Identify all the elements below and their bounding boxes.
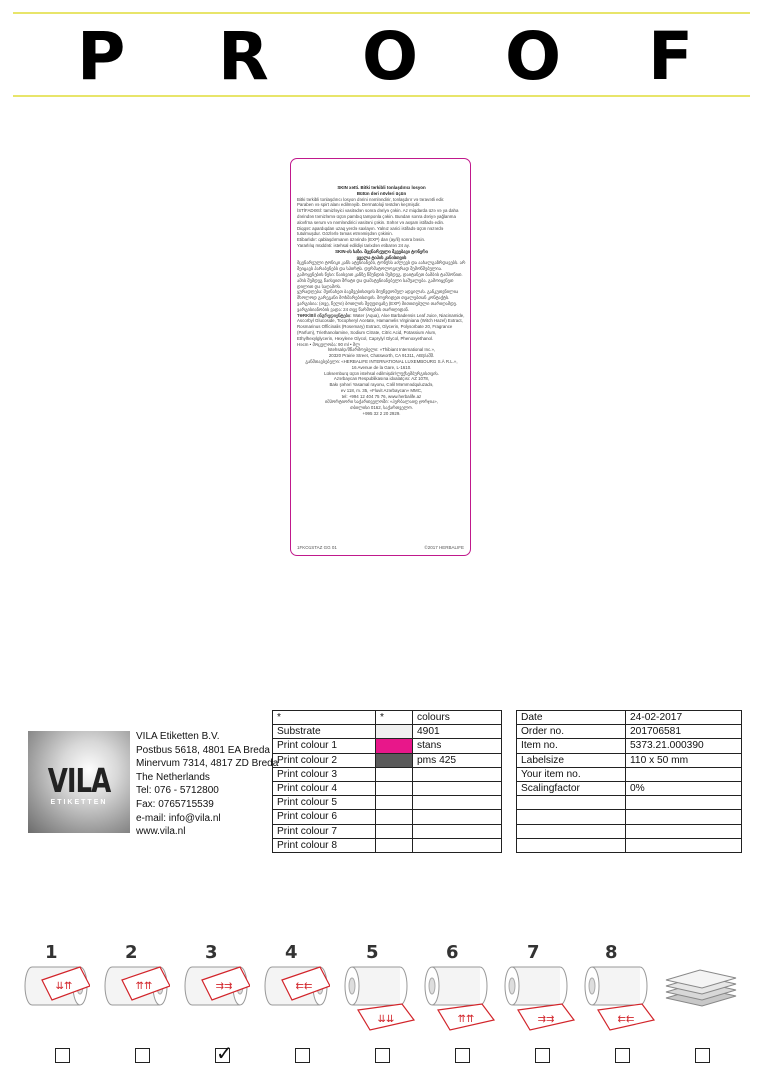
ingredients-title: TƏRKİBİ/ ინგრედიენტები: bbox=[297, 312, 352, 318]
winding-checkbox[interactable] bbox=[135, 1048, 150, 1063]
svg-text:⇊⇊: ⇊⇊ bbox=[377, 1014, 395, 1025]
winding-checkbox[interactable] bbox=[215, 1043, 233, 1065]
order-row bbox=[517, 711, 742, 725]
winding-number: 2 bbox=[125, 942, 138, 963]
address-line: Fax: 0765715539 bbox=[136, 798, 214, 810]
colour-swatch bbox=[376, 810, 413, 824]
order-value: 110 x 50 mm bbox=[626, 753, 742, 767]
header-cell: * bbox=[273, 711, 376, 725]
order-value bbox=[626, 810, 742, 824]
order-value bbox=[626, 767, 742, 781]
az-subtitle: Bütün dəri növləri üçün bbox=[356, 190, 407, 196]
roll-icon bbox=[582, 964, 656, 1034]
order-label: Order no. bbox=[517, 725, 626, 739]
order-value: 201706581 bbox=[626, 725, 742, 739]
roll-icon bbox=[422, 964, 496, 1034]
vila-logo-sub: ETIKETTEN bbox=[50, 799, 108, 806]
company-line: თბილისი 0162, საქართველო. bbox=[350, 405, 413, 411]
colour-row bbox=[273, 781, 502, 795]
ka-paragraph: ყურადღება: შეინახეთ ბავშვებისთვის მიუწვდომელ ადგილას. განკუთვნილია მხოლოდ გარეგანი მოხმარებისთვის. მოერიდეთ თვალებთან კონტაქტს. bbox=[297, 289, 459, 301]
winding-checkbox[interactable] bbox=[375, 1048, 390, 1063]
roll-icon bbox=[342, 964, 416, 1034]
colour-row bbox=[273, 824, 502, 838]
order-value bbox=[626, 824, 742, 838]
winding-number: 8 bbox=[605, 942, 618, 963]
az-paragraph: İSTİFADƏSİ: tamizləyici vasitədən sonra dəriyə çəkin. Az miqdarda üzə və ya daha dərindən təmizləmə üçün pambıq tamponla çəkin. Bundan sonra dəriyə yağlanma alovfrna serum və nəmləndirici vasitəni çəkin. Səhər və axşam istifadə edin. bbox=[297, 208, 459, 225]
check-icon: ✓ bbox=[216, 1043, 233, 1065]
vila-logo-word: VILA bbox=[47, 763, 111, 801]
colour-swatch bbox=[376, 838, 413, 852]
colour-value: 4901 bbox=[413, 725, 502, 739]
winding-checkbox[interactable] bbox=[295, 1048, 310, 1063]
address-line: VILA Etiketten B.V. bbox=[136, 731, 220, 742]
order-value bbox=[626, 796, 742, 810]
winding-number: 5 bbox=[366, 942, 379, 963]
winding-number: 1 bbox=[45, 942, 58, 963]
colour-row bbox=[273, 810, 502, 824]
colour-value bbox=[413, 824, 502, 838]
order-row bbox=[517, 725, 742, 739]
colour-row bbox=[273, 767, 502, 781]
order-label bbox=[517, 810, 626, 824]
order-label bbox=[517, 824, 626, 838]
colour-swatch bbox=[376, 796, 413, 810]
colour-value bbox=[413, 810, 502, 824]
winding-number: 4 bbox=[285, 942, 298, 963]
az-paragraph: Diqqət: apardıqdan uzaq yerdə saxlayın. Yalnız xarici istifadə üçün nəzərdə tutulmuşdur. Gözlərlə təmas etməmişdən çəkinin. bbox=[297, 225, 444, 237]
ka-title: SKIN-ის ხაზი. მცენარეული მკვებავი ტონერი bbox=[335, 248, 428, 254]
roll-icon bbox=[502, 964, 576, 1034]
ka-paragraph: მცენარეული ტონიკი კანს ატენიანებს, ტონუსს აძლევს და აახალგაზრდავებს. არ შეიცავს პარაბენებს და სპირტს. დერმატოლოგიურად შემოწმებულია. bbox=[297, 260, 466, 272]
label-code: 1FKO1STAZ GG 01 bbox=[297, 545, 337, 550]
order-value: 0% bbox=[626, 781, 742, 795]
order-value: 5373.21.000390 bbox=[626, 739, 742, 753]
roll-icon bbox=[262, 964, 330, 1008]
header-cell: * bbox=[376, 711, 413, 725]
order-label: Labelsize bbox=[517, 753, 626, 767]
company-address bbox=[136, 730, 278, 839]
address-line: The Netherlands bbox=[136, 771, 210, 783]
roll-icon bbox=[22, 964, 90, 1008]
colour-name: Print colour 5 bbox=[273, 796, 376, 810]
ka-paragraph: გამოყენების წესი: წაისვით კანზე წმენდის შემდეგ. დაიტანეთ ბამბის ტამპონით. ამის შემდეგ წაისვით შრატი და დამატენიანებელი საშუალება. გამოიყენეთ დილით და საღამოს. bbox=[297, 271, 463, 289]
svg-text:⇈⇈: ⇈⇈ bbox=[457, 1014, 475, 1025]
colour-swatch bbox=[376, 781, 413, 795]
colour-row bbox=[273, 753, 502, 767]
winding-checkbox[interactable] bbox=[535, 1048, 550, 1063]
order-row bbox=[517, 767, 742, 781]
colour-swatch bbox=[376, 753, 413, 767]
order-label: Scalingfactor bbox=[517, 781, 626, 795]
order-value bbox=[626, 838, 742, 852]
colour-name: Print colour 3 bbox=[273, 767, 376, 781]
colour-value: stans bbox=[413, 739, 502, 753]
order-row bbox=[517, 781, 742, 795]
az-paragraph: Bitki tərkibli tonlaşdırıcı losyon dərini nəmləndirir, tonlaşdırır və təravətli edir. bbox=[297, 196, 445, 202]
colour-table bbox=[272, 710, 502, 853]
company-line: იმპორტიორი საქართველოში: «ჰერბალაიფ ჯორჯია», bbox=[325, 399, 438, 405]
colour-name: Print colour 4 bbox=[273, 781, 376, 795]
top-yellow-line bbox=[13, 12, 750, 14]
winding-checkbox[interactable] bbox=[455, 1048, 470, 1063]
colour-name: Print colour 8 bbox=[273, 838, 376, 852]
colour-value bbox=[413, 767, 502, 781]
label-proof bbox=[290, 158, 471, 556]
order-table bbox=[516, 710, 742, 853]
proof-letter: O bbox=[362, 18, 419, 95]
address-line: e-mail: info@vila.nl bbox=[136, 812, 221, 824]
colour-row bbox=[273, 739, 502, 753]
az-paragraph: Yararlılıq müddəti: istehsal edildiyi tarixdən etibarən 24 ay. bbox=[297, 242, 410, 248]
colour-row bbox=[273, 725, 502, 739]
order-row bbox=[517, 739, 742, 753]
company-line: 20320 Prairie Street, Chatsworth, CA 91311, ABŞ/აშშ. bbox=[328, 353, 435, 359]
label-text bbox=[297, 185, 466, 417]
colour-swatch bbox=[376, 725, 413, 739]
order-row bbox=[517, 753, 742, 767]
colour-name: Print colour 7 bbox=[273, 824, 376, 838]
order-label: Date bbox=[517, 711, 626, 725]
bottom-yellow-line bbox=[13, 95, 750, 97]
proof-banner bbox=[0, 18, 763, 95]
svg-text:⇊⇈: ⇊⇈ bbox=[55, 981, 73, 992]
order-row bbox=[517, 796, 742, 810]
colour-value bbox=[413, 781, 502, 795]
colour-row bbox=[273, 838, 502, 852]
colour-swatch bbox=[376, 824, 413, 838]
winding-checkbox[interactable] bbox=[55, 1048, 70, 1063]
company-line: Bakı şəhəri Yasamal rayonu, Cəlil Məmmədquluzadə, bbox=[329, 382, 434, 388]
company-line: Lüksemburq üçün istehsal edilmişdir/ლუქსემბურგისთვის. bbox=[324, 370, 439, 376]
address-line: Tel: 076 - 5712800 bbox=[136, 785, 219, 797]
proof-letter: F bbox=[648, 18, 694, 95]
company-line: İstehsalçı/მწარმოებელი: «Thibiant International Inc.», bbox=[327, 347, 436, 353]
az-title: SKIN xətti. Bitki tərkibli tonlaşdırıcı losyon bbox=[337, 185, 426, 190]
sheet-stack-icon bbox=[662, 966, 738, 1010]
vila-logo bbox=[28, 731, 130, 833]
colour-name: Substrate bbox=[273, 725, 376, 739]
roll-icon bbox=[102, 964, 170, 1008]
az-paragraph: Etibarlıdır: qablaşdırmanın üzərində (EXP) dan (ay/il) sonra bəsin. bbox=[297, 237, 426, 243]
colour-name: Print colour 6 bbox=[273, 810, 376, 824]
volume: Həcm • მოცულობა: 90 ml • მლ bbox=[297, 341, 360, 347]
svg-text:⇇⇇: ⇇⇇ bbox=[617, 1014, 635, 1025]
az-paragraph: Paraben və spirt alanı edilməyib. Dermatoloji testdən keçmişdir. bbox=[297, 202, 421, 208]
order-value: 24-02-2017 bbox=[626, 711, 742, 725]
address-line: www.vila.nl bbox=[136, 826, 186, 838]
winding-number: 6 bbox=[446, 942, 459, 963]
address-line: Minervum 7314, 4817 ZD Breda bbox=[136, 758, 279, 770]
svg-text:⇇⇇: ⇇⇇ bbox=[295, 981, 313, 992]
colour-row bbox=[273, 796, 502, 810]
colour-value bbox=[413, 838, 502, 852]
order-row bbox=[517, 838, 742, 852]
label-copyright: ©2017 HERBALIFE bbox=[424, 545, 464, 550]
order-label bbox=[517, 838, 626, 852]
svg-text:⇈⇈: ⇈⇈ bbox=[135, 981, 153, 992]
order-label: Item no. bbox=[517, 739, 626, 753]
colour-name: Print colour 2 bbox=[273, 753, 376, 767]
order-label: Your item no. bbox=[517, 767, 626, 781]
proof-letter: R bbox=[218, 18, 269, 95]
order-row bbox=[517, 810, 742, 824]
order-row bbox=[517, 824, 742, 838]
winding-number: 7 bbox=[527, 942, 540, 963]
ka-paragraph: ვარგისიანობის ვადა: 24 თვე წარმოების თარიღიდან. bbox=[297, 306, 410, 312]
company-line: განმთავსებელი: «HERBALIFE INTERNATIONAL LUXEMBOURG S.À R.L.», bbox=[305, 358, 458, 364]
colour-swatch bbox=[376, 739, 413, 753]
colour-swatch bbox=[376, 767, 413, 781]
winding-checkbox[interactable] bbox=[695, 1048, 710, 1063]
company-line: ev 118, m. 35, «Fluvit Azərbaycan» MMC, bbox=[340, 387, 423, 393]
company-line: Azərbaycan Respublikasına idxalatçısı: AZ 1078, bbox=[333, 376, 430, 382]
company-line: +995 32 2 20 2929. bbox=[362, 411, 401, 417]
winding-checkbox[interactable] bbox=[615, 1048, 630, 1063]
address-line: Postbus 5618, 4801 EA Breda bbox=[136, 744, 270, 756]
ka-subtitle: ყველა ტიპის კანისთვის bbox=[356, 254, 407, 260]
company-line: 16 Avenue de la Gare, L-1610. bbox=[351, 364, 412, 370]
svg-text:⇉⇉: ⇉⇉ bbox=[215, 981, 233, 992]
colour-value bbox=[413, 796, 502, 810]
company-line: tel: +994 12 404 75 76, www.herbalife.az bbox=[341, 393, 422, 399]
header-cell: colours bbox=[413, 711, 502, 725]
colour-table-header bbox=[273, 711, 502, 725]
proof-letter: O bbox=[505, 18, 562, 95]
ka-paragraph: ვარგისია: (თვე, წელი) ბოთლის შეფუთვაზე (EXP) მითითებული თარიღამდე. bbox=[297, 300, 458, 306]
colour-name: Print colour 1 bbox=[273, 739, 376, 753]
colour-value: pms 425 bbox=[413, 753, 502, 767]
order-label bbox=[517, 796, 626, 810]
roll-icon bbox=[182, 964, 250, 1008]
ingredients: Water (Aqua), Aloe Barbadensis Leaf Juice, Niacinamide, Ascorbyl Glucoside, Tocopheryl Acetate, Hamamelis Virginiana (Witch Hazel) Extract, Rosmarinus Officinalis (Rosemary) Extract, Glycerin, Polysorbate 20, Fragrance (Parfum), Triethanolamine, Sodium Citrate, Citric Acid, Potassium Alum, Ethylhexylglycerin, Hexylene Glycol, Caprylyl Glycol, Phenoxyethanol. bbox=[297, 312, 465, 341]
winding-number: 3 bbox=[205, 942, 218, 963]
svg-text:⇉⇉: ⇉⇉ bbox=[537, 1014, 555, 1025]
proof-letter: P bbox=[77, 18, 126, 95]
